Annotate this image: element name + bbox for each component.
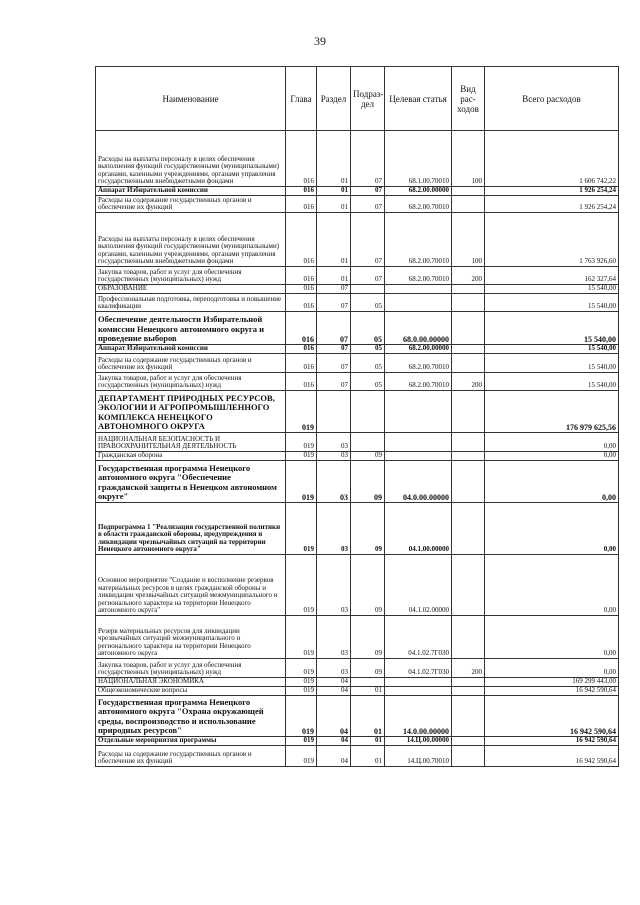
row-section: 01 <box>317 131 351 187</box>
table-row <box>96 345 619 354</box>
row-target: 04.1.02.00000 <box>385 555 452 616</box>
row-chapter: 019 <box>286 433 317 452</box>
row-total: 0,00 <box>485 659 619 678</box>
row-target <box>385 391 452 433</box>
row-section: 01 <box>317 267 351 285</box>
row-section: 03 <box>317 616 351 659</box>
row-type <box>452 354 485 373</box>
row-target: 68.2.00.00000 <box>385 187 452 196</box>
row-type: 100 <box>452 131 485 187</box>
row-total: 15 540,00 <box>485 373 619 391</box>
row-name: Закупка товаров, работ и услуг для обеспечения государственных (муниципальных) нужд <box>96 267 286 285</box>
row-chapter: 016 <box>286 294 317 312</box>
row-total: 0,00 <box>485 433 619 452</box>
row-section: 03 <box>317 503 351 555</box>
row-type <box>452 461 485 503</box>
row-subsection <box>351 285 385 294</box>
row-chapter: 016 <box>286 373 317 391</box>
row-type <box>452 746 485 767</box>
row-subsection: 09 <box>351 461 385 503</box>
row-target: 14.0.00.00000 <box>385 696 452 737</box>
table-row <box>96 373 619 391</box>
row-subsection: 07 <box>351 267 385 285</box>
row-target: 04.0.00.00000 <box>385 461 452 503</box>
row-type <box>452 452 485 461</box>
table-body <box>96 131 619 767</box>
row-target: 04.1.02.7Г030 <box>385 659 452 678</box>
row-total: 0,00 <box>485 452 619 461</box>
row-subsection: 09 <box>351 503 385 555</box>
row-chapter: 019 <box>286 746 317 767</box>
table-row <box>96 213 619 267</box>
row-chapter: 016 <box>286 312 317 345</box>
table-row <box>96 354 619 373</box>
row-name: ОБРАЗОВАНИЕ <box>96 285 286 294</box>
row-type <box>452 737 485 746</box>
row-section: 07 <box>317 345 351 354</box>
row-target: 68.2.00.70010 <box>385 373 452 391</box>
row-name: Расходы на содержание государственных органов и обеспечение их функций <box>96 196 286 213</box>
row-section: 03 <box>317 461 351 503</box>
row-subsection: 05 <box>351 294 385 312</box>
row-chapter: 016 <box>286 187 317 196</box>
row-target: 68.2.00.00000 <box>385 345 452 354</box>
col-subsection-header: Подраз-дел <box>351 67 385 131</box>
row-subsection: 01 <box>351 746 385 767</box>
row-subsection: 05 <box>351 373 385 391</box>
row-name: Подпрограмма 1 "Реализация государственной политики в области гражданской обороны, предупреждения и ликвидации чрезвычайных ситуаций на территории Ненецкого автономного округа" <box>96 503 286 555</box>
row-target <box>385 452 452 461</box>
row-section: 07 <box>317 373 351 391</box>
row-name: ДЕПАРТАМЕНТ ПРИРОДНЫХ РЕСУРСОВ, ЭКОЛОГИИ И АГРОПРОМЫШЛЕННОГО КОМПЛЕКСА НЕНЕЦКОГО АВТОНОМНОГО ОКРУГА <box>96 391 286 433</box>
row-section <box>317 391 351 433</box>
row-name: Отдельные мероприятия программы <box>96 737 286 746</box>
row-name: Аппарат Избирательной комиссии <box>96 187 286 196</box>
row-chapter: 016 <box>286 213 317 267</box>
row-subsection: 07 <box>351 213 385 267</box>
row-total: 176 979 625,56 <box>485 391 619 433</box>
row-subsection: 09 <box>351 616 385 659</box>
row-target: 68.2.00.70010 <box>385 213 452 267</box>
row-type <box>452 285 485 294</box>
table-row <box>96 555 619 616</box>
row-subsection: 07 <box>351 131 385 187</box>
row-total: 1 926 254,24 <box>485 187 619 196</box>
row-subsection <box>351 391 385 433</box>
row-name: Профессиональная подготовка, переподготовка и повышение квалификации <box>96 294 286 312</box>
table-row <box>96 391 619 433</box>
row-type <box>452 687 485 696</box>
row-subsection: 09 <box>351 555 385 616</box>
row-chapter: 016 <box>286 354 317 373</box>
row-subsection: 01 <box>351 687 385 696</box>
col-target-header: Целевая статья <box>385 67 452 131</box>
row-total: 15 540,00 <box>485 294 619 312</box>
table-row <box>96 267 619 285</box>
table-row <box>96 659 619 678</box>
row-chapter: 016 <box>286 196 317 213</box>
row-target <box>385 433 452 452</box>
row-total: 162 327,64 <box>485 267 619 285</box>
row-total: 0,00 <box>485 616 619 659</box>
col-chapter-header: Глава <box>286 67 317 131</box>
row-type <box>452 433 485 452</box>
row-total: 16 942 590,64 <box>485 737 619 746</box>
col-name-header: Наименование <box>96 67 286 131</box>
row-subsection: 09 <box>351 452 385 461</box>
row-type <box>452 196 485 213</box>
row-name: Расходы на содержание государственных органов и обеспечение их функций <box>96 746 286 767</box>
row-target: 68.1.00.70010 <box>385 131 452 187</box>
row-target <box>385 285 452 294</box>
row-subsection: 07 <box>351 187 385 196</box>
row-total: 169 299 443,00 <box>485 678 619 687</box>
row-total: 16 942 590,64 <box>485 687 619 696</box>
row-subsection: 01 <box>351 737 385 746</box>
row-section: 01 <box>317 213 351 267</box>
table-row <box>96 746 619 767</box>
row-chapter: 019 <box>286 461 317 503</box>
row-chapter: 016 <box>286 131 317 187</box>
row-chapter: 019 <box>286 452 317 461</box>
table-row <box>96 285 619 294</box>
row-type: 200 <box>452 267 485 285</box>
row-total: 1 606 742,22 <box>485 131 619 187</box>
row-name: Расходы на выплаты персоналу в целях обеспечения выполнения функций государственными (муниципальными) органами, казенными учреждениями, органами управления государственными внебюджетными фондами <box>96 131 286 187</box>
table-row <box>96 687 619 696</box>
row-name: НАЦИОНАЛЬНАЯ ЭКОНОМИКА <box>96 678 286 687</box>
row-total: 16 942 590,64 <box>485 746 619 767</box>
row-total: 1 763 926,60 <box>485 213 619 267</box>
row-chapter: 019 <box>286 503 317 555</box>
row-chapter: 019 <box>286 391 317 433</box>
row-chapter: 016 <box>286 285 317 294</box>
row-target: 68.0.00.00000 <box>385 312 452 345</box>
row-section: 03 <box>317 659 351 678</box>
row-section: 07 <box>317 312 351 345</box>
row-chapter: 019 <box>286 687 317 696</box>
table-row <box>96 196 619 213</box>
row-name: Государственная программа Ненецкого автономного округа "Обеспечение гражданской защиты в Ненецком автономном округе" <box>96 461 286 503</box>
row-target <box>385 678 452 687</box>
row-type: 200 <box>452 659 485 678</box>
budget-table <box>95 66 619 767</box>
table-row <box>96 433 619 452</box>
row-subsection: 05 <box>351 354 385 373</box>
table-row <box>96 131 619 187</box>
row-chapter: 019 <box>286 678 317 687</box>
row-subsection: 01 <box>351 696 385 737</box>
row-target: 68.2.00.70010 <box>385 354 452 373</box>
table-row <box>96 737 619 746</box>
row-type: 100 <box>452 213 485 267</box>
row-target: 14.Ц.00.00000 <box>385 737 452 746</box>
row-section: 04 <box>317 687 351 696</box>
table-row <box>96 294 619 312</box>
row-target: 04.1.00.00000 <box>385 503 452 555</box>
row-name: Резерв материальных ресурсов для ликвидации чрезвычайных ситуаций межмуниципального и регионального характера на территории Ненецкого автономного округа <box>96 616 286 659</box>
table-row <box>96 696 619 737</box>
row-type <box>452 187 485 196</box>
row-section: 04 <box>317 746 351 767</box>
row-total: 0,00 <box>485 461 619 503</box>
row-target: 04.1.02.7Г030 <box>385 616 452 659</box>
row-name: Расходы на содержание государственных органов и обеспечение их функций <box>96 354 286 373</box>
row-section: 07 <box>317 285 351 294</box>
row-type <box>452 312 485 345</box>
table-row <box>96 312 619 345</box>
row-type <box>452 503 485 555</box>
row-total: 15 540,00 <box>485 285 619 294</box>
row-name: НАЦИОНАЛЬНАЯ БЕЗОПАСНОСТЬ И ПРАВООХРАНИТЕЛЬНАЯ ДЕЯТЕЛЬНОСТЬ <box>96 433 286 452</box>
row-type <box>452 555 485 616</box>
col-total-header: Всего расходов <box>485 67 619 131</box>
row-section: 04 <box>317 678 351 687</box>
table-row <box>96 461 619 503</box>
row-total: 15 540,00 <box>485 345 619 354</box>
row-total: 15 540,00 <box>485 312 619 345</box>
table-header-row <box>96 67 619 131</box>
row-target: 14.Ц.00.70010 <box>385 746 452 767</box>
row-name: Закупка товаров, работ и услуг для обеспечения государственных (муниципальных) нужд <box>96 659 286 678</box>
row-name: Аппарат Избирательной комиссии <box>96 345 286 354</box>
row-target <box>385 294 452 312</box>
page-number: 39 <box>314 34 326 48</box>
row-target <box>385 687 452 696</box>
row-subsection: 05 <box>351 345 385 354</box>
row-type <box>452 678 485 687</box>
row-type <box>452 345 485 354</box>
row-section: 03 <box>317 555 351 616</box>
table-row <box>96 503 619 555</box>
row-section: 03 <box>317 452 351 461</box>
row-chapter: 019 <box>286 659 317 678</box>
row-name: Расходы на выплаты персоналу в целях обеспечения выполнения функций государственными (муниципальными) органами, казенными учреждениями, органами управления государственными внебюджетными фондами <box>96 213 286 267</box>
row-section: 07 <box>317 354 351 373</box>
row-chapter: 019 <box>286 616 317 659</box>
row-type <box>452 294 485 312</box>
row-chapter: 019 <box>286 737 317 746</box>
row-subsection <box>351 678 385 687</box>
table-row <box>96 452 619 461</box>
row-type <box>452 696 485 737</box>
row-section: 01 <box>317 196 351 213</box>
row-type: 200 <box>452 373 485 391</box>
row-section: 03 <box>317 433 351 452</box>
row-section: 04 <box>317 696 351 737</box>
row-total: 0,00 <box>485 555 619 616</box>
row-chapter: 016 <box>286 267 317 285</box>
row-target: 68.2.00.70010 <box>385 196 452 213</box>
row-target: 68.2.00.70010 <box>385 267 452 285</box>
row-name: Гражданская оборона <box>96 452 286 461</box>
col-section-header: Раздел <box>317 67 351 131</box>
row-total: 15 540,00 <box>485 354 619 373</box>
row-chapter: 019 <box>286 696 317 737</box>
row-name: Государственная программа Ненецкого автономного округа "Охрана окружающей среды, воспроизводство и использование природных ресурсов" <box>96 696 286 737</box>
row-name: Закупка товаров, работ и услуг для обеспечения государственных (муниципальных) нужд <box>96 373 286 391</box>
table-row <box>96 678 619 687</box>
row-total: 0,00 <box>485 503 619 555</box>
table-row <box>96 187 619 196</box>
row-section: 07 <box>317 294 351 312</box>
col-type-header: Вид рас-ходов <box>452 67 485 131</box>
row-type <box>452 391 485 433</box>
row-total: 1 926 254,24 <box>485 196 619 213</box>
row-name: Основное мероприятие "Создание и восполнение резервов материальных ресурсов в целях гражданской обороны и ликвидации чрезвычайных ситуаций межмуниципального и регионального характера на территории Ненецкого автономного округа" <box>96 555 286 616</box>
row-subsection: 09 <box>351 659 385 678</box>
row-subsection <box>351 433 385 452</box>
row-chapter: 016 <box>286 345 317 354</box>
row-total: 16 942 590,64 <box>485 696 619 737</box>
row-section: 01 <box>317 187 351 196</box>
row-section: 04 <box>317 737 351 746</box>
table-row <box>96 616 619 659</box>
row-name: Обеспечение деятельности Избирательной комиссии Ненецкого автономного округа и проведение выборов <box>96 312 286 345</box>
row-subsection: 07 <box>351 196 385 213</box>
row-chapter: 019 <box>286 555 317 616</box>
row-name: Общеэкономические вопросы <box>96 687 286 696</box>
row-subsection: 05 <box>351 312 385 345</box>
row-type <box>452 616 485 659</box>
